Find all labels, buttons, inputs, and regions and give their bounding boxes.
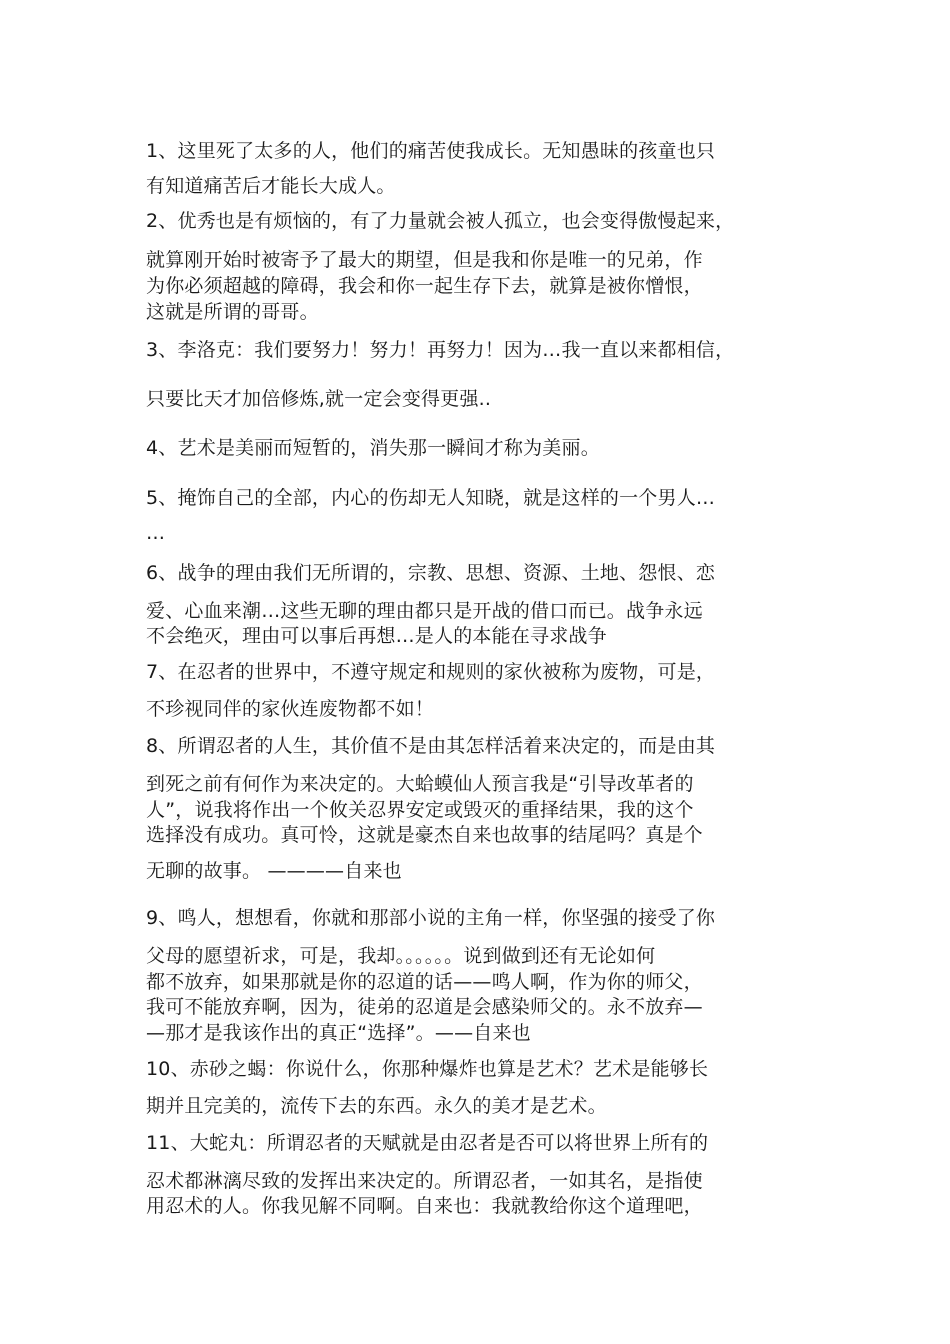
text-line: 用忍术的人。你我见解不同啊。自来也：我就教给你这个道理吧，	[146, 1195, 703, 1217]
text-line: 到死之前有何作为来决定的。大蛤蟆仙人预言我是“引导改革者的	[146, 773, 694, 795]
text-line: —那才是我该作出的真正“选择”。——自来也	[146, 1022, 531, 1044]
text-line: 11、大蛇丸：所谓忍者的天赋就是由忍者是否可以将世界上所有的	[146, 1132, 709, 1154]
text-line: 4、艺术是美丽而短暂的，消失那一瞬间才称为美丽。	[146, 437, 600, 459]
text-line: 8、所谓忍者的人生，其价值不是由其怎样活着来决定的，而是由其	[146, 735, 716, 757]
text-line: 7、在忍者的世界中，不遵守规定和规则的家伙被称为废物，可是，	[146, 661, 716, 683]
text-line: 6、战争的理由我们无所谓的，宗教、思想、资源、土地、怨恨、恋	[146, 562, 716, 584]
text-line: 有知道痛苦后才能长大成人。	[146, 175, 396, 197]
text-line: 都不放弃，如果那就是你的忍道的话——鸣人啊，作为你的师父，	[146, 971, 703, 993]
text-line: 忍术都淋漓尽致的发挥出来决定的。所谓忍者，一如其名，是指使	[146, 1170, 703, 1192]
text-line: 这就是所谓的哥哥。	[146, 301, 319, 323]
text-line: 10、赤砂之蝎：你说什么，你那种爆炸也算是艺术？艺术是能够长	[146, 1058, 709, 1080]
text-line: 只要比天才加倍修炼,就一定会变得更强..	[146, 388, 492, 410]
text-line: 期并且完美的，流传下去的东西。永久的美才是艺术。	[146, 1095, 607, 1117]
text-line: 我可不能放弃啊，因为，徒弟的忍道是会感染师父的。永不放弃—	[146, 996, 703, 1018]
text-line: 不会绝灭，理由可以事后再想…是人的本能在寻求战争	[146, 625, 607, 647]
text-line: 人”，说我将作出一个攸关忍界安定或毁灭的重择结果，我的这个	[146, 799, 694, 821]
text-line: 父母的愿望祈求，可是，我却。。。。。。说到做到还有无论如何	[146, 945, 656, 967]
text-line: …	[146, 522, 166, 544]
text-line: 就算刚开始时被寄予了最大的期望，但是我和你是唯一的兄弟，作	[146, 249, 703, 271]
text-line: 选择没有成功。真可怜，这就是豪杰自来也故事的结尾吗？真是个	[146, 824, 703, 846]
text-line: 为你必须超越的障碍，我会和你一起生存下去，就算是被你憎恨，	[146, 275, 703, 297]
text-line: 无聊的故事。 ————自来也	[146, 860, 402, 882]
text-line: 3、李洛克：我们要努力！努力！再努力！因为…我一直以来都相信，	[146, 339, 735, 361]
text-line: 5、掩饰自己的全部，内心的伤却无人知晓，就是这样的一个男人…	[146, 487, 716, 509]
text-line: 爱、心血来潮…这些无聊的理由都只是开战的借口而已。战争永远	[146, 600, 703, 622]
text-line: 9、鸣人，想想看，你就和那部小说的主角一样，你坚强的接受了你	[146, 907, 716, 929]
text-line: 不珍视同伴的家伙连废物都不如！	[146, 698, 435, 720]
text-line: 2、优秀也是有烦恼的，有了力量就会被人孤立，也会变得傲慢起来，	[146, 210, 735, 232]
text-line: 1、这里死了太多的人，他们的痛苦使我成长。无知愚昧的孩童也只	[146, 140, 716, 162]
